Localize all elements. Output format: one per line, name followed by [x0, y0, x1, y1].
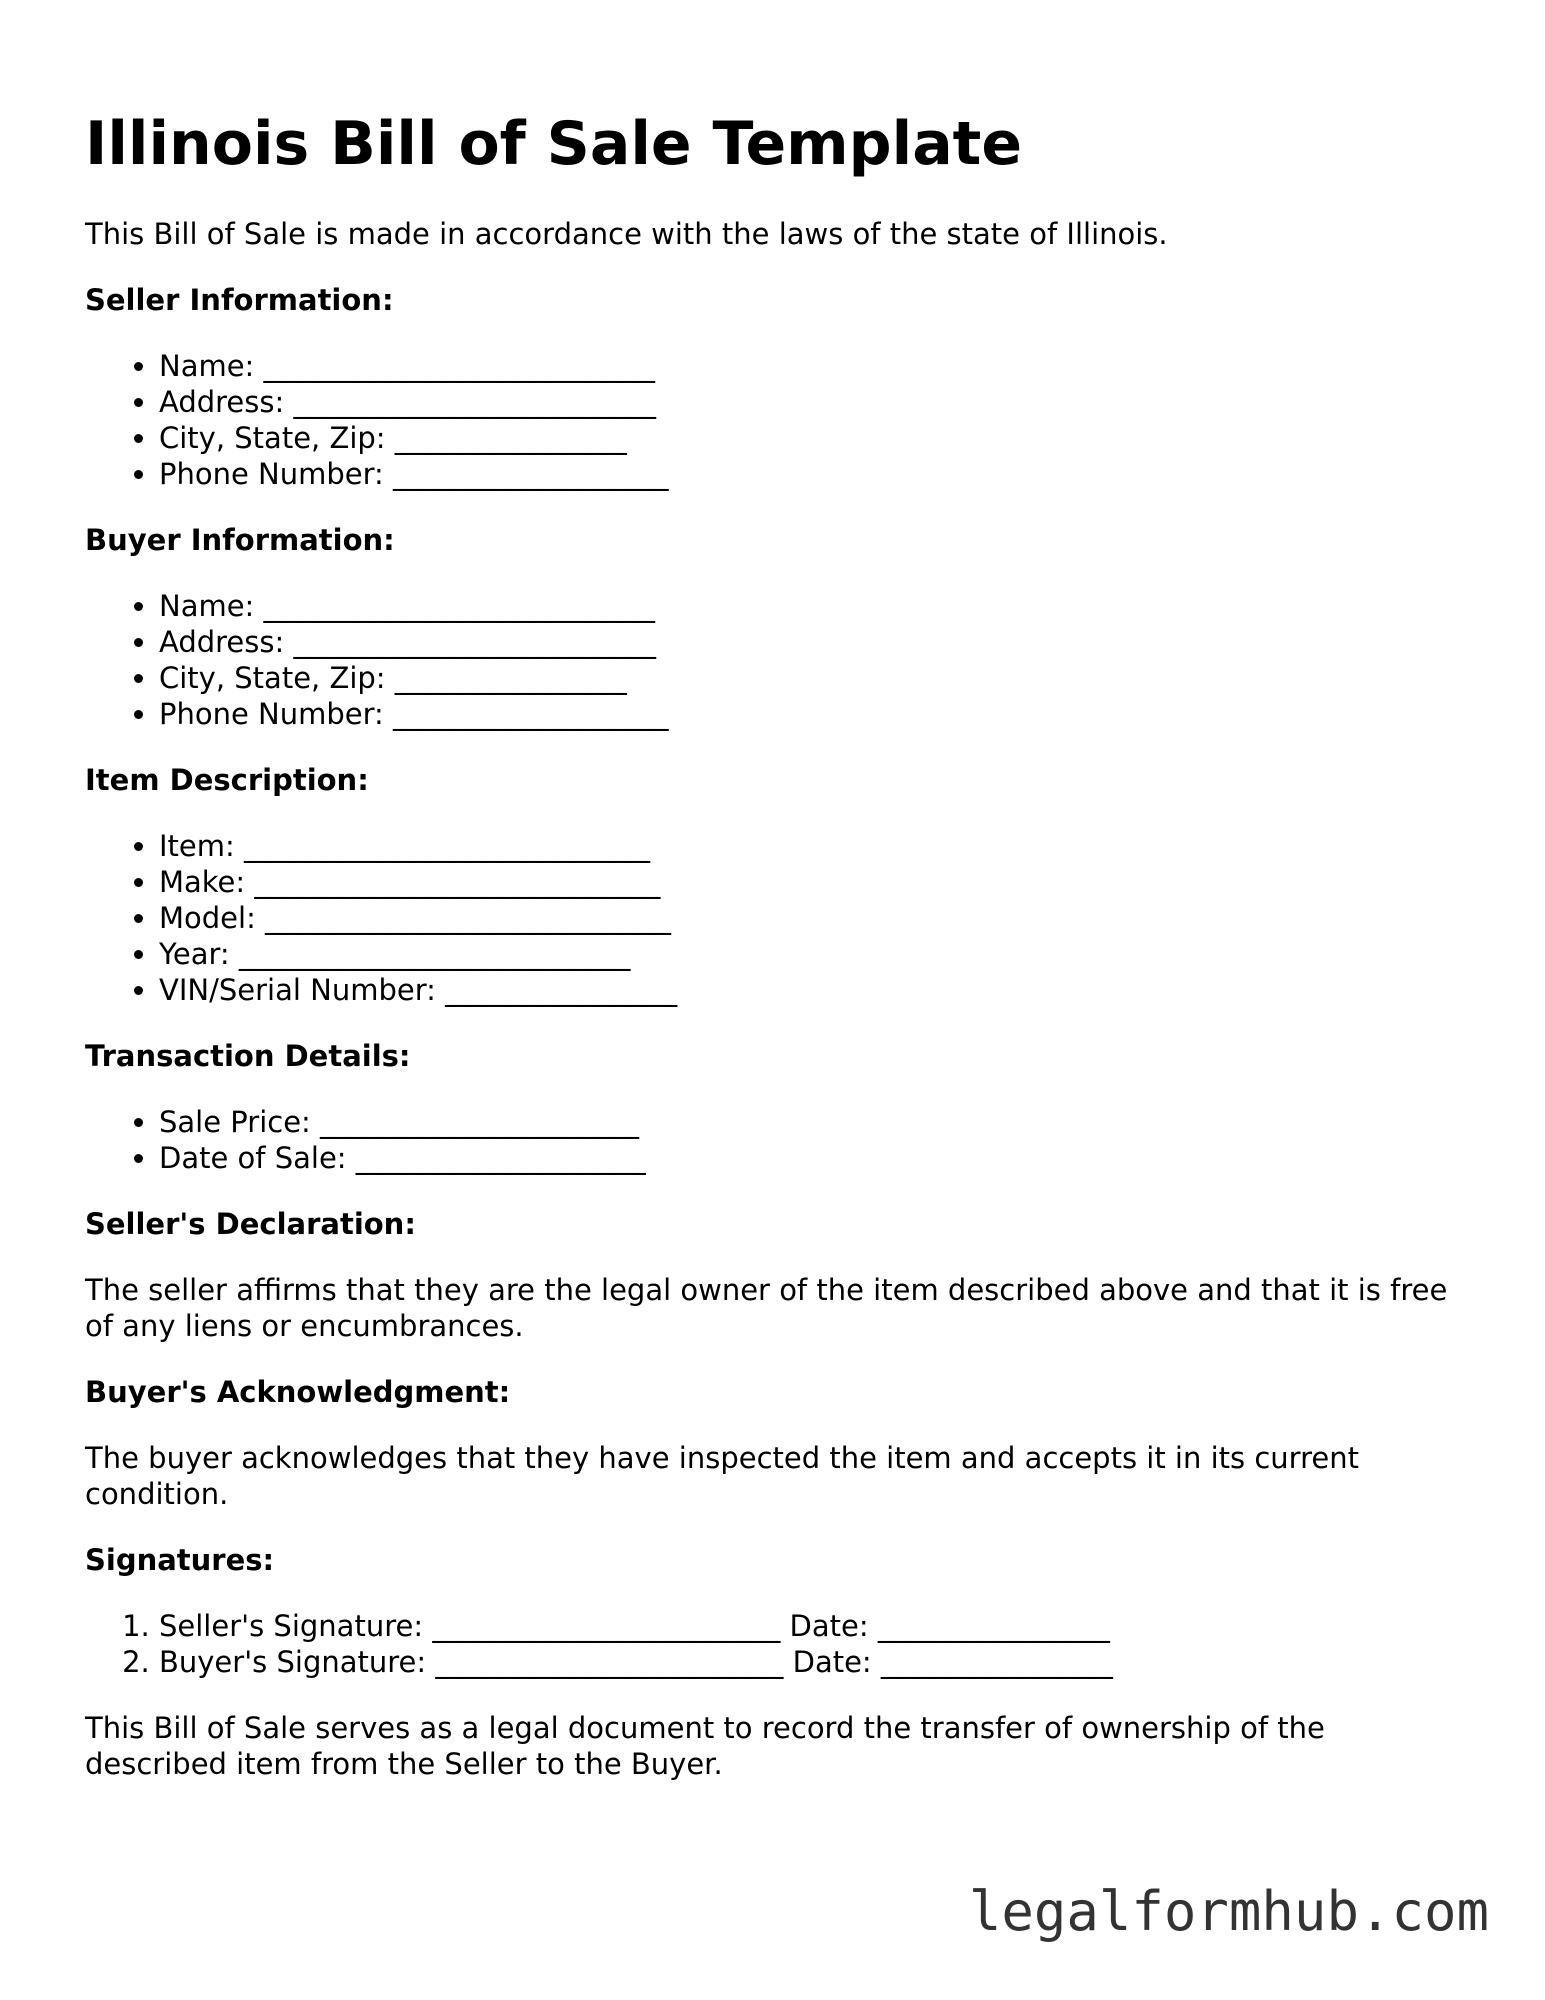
buyer-phone-field: • Phone Number: ___________________ — [159, 696, 1475, 732]
signatures-heading: Signatures: — [85, 1543, 275, 1577]
item-description-heading: Item Description: — [85, 763, 369, 797]
buyer-name-field: • Name: ___________________________ — [159, 588, 1475, 624]
seller-info-list — [85, 348, 1475, 492]
seller-signature-line: 1. Seller's Signature: ________________________ Date: ________________ — [159, 1608, 1475, 1644]
buyer-acknowledgment-text: The buyer acknowledges that they have inspected the item and accepts it in its current condition. — [85, 1441, 1359, 1511]
year-field: • Year: ___________________________ — [159, 936, 1475, 972]
document-body — [85, 216, 1475, 1812]
seller-info-heading: Seller Information: — [85, 283, 394, 317]
transaction-details-heading: Transaction Details: — [85, 1039, 411, 1073]
seller-declaration-text: The seller affirms that they are the legal owner of the item described above and that it is free of any liens or encumbrances. — [85, 1273, 1448, 1343]
item-field: • Item: ____________________________ — [159, 828, 1475, 864]
seller-declaration-heading: Seller's Declaration: — [85, 1207, 416, 1241]
signatures-list — [85, 1608, 1475, 1680]
seller-address-field: • Address: _________________________ — [159, 384, 1475, 420]
seller-city-state-zip-field: • City, State, Zip: ________________ — [159, 420, 1475, 456]
closing-paragraph: This Bill of Sale serves as a legal document to record the transfer of ownership of the described item from the Seller to the Buyer. — [85, 1711, 1325, 1781]
date-of-sale-field: • Date of Sale: ____________________ — [159, 1140, 1475, 1176]
buyer-signature-line: 2. Buyer's Signature: ________________________ Date: ________________ — [159, 1644, 1475, 1680]
intro-paragraph: This Bill of Sale is made in accordance with the laws of the state of Illinois. — [85, 217, 1168, 251]
transaction-details-list — [85, 1104, 1475, 1176]
vin-serial-field: • VIN/Serial Number: ________________ — [159, 972, 1475, 1008]
site-watermark: legalformhub.com — [968, 1880, 1489, 1943]
buyer-acknowledgment-heading: Buyer's Acknowledgment: — [85, 1375, 511, 1409]
make-field: • Make: ____________________________ — [159, 864, 1475, 900]
page-title: Illinois Bill of Sale Template — [85, 109, 1023, 179]
seller-phone-field: • Phone Number: ___________________ — [159, 456, 1475, 492]
buyer-info-list — [85, 588, 1475, 732]
seller-name-field: • Name: ___________________________ — [159, 348, 1475, 384]
buyer-city-state-zip-field: • City, State, Zip: ________________ — [159, 660, 1475, 696]
buyer-info-heading: Buyer Information: — [85, 523, 395, 557]
model-field: • Model: ____________________________ — [159, 900, 1475, 936]
item-description-list — [85, 828, 1475, 1008]
sale-price-field: • Sale Price: ______________________ — [159, 1104, 1475, 1140]
buyer-address-field: • Address: _________________________ — [159, 624, 1475, 660]
